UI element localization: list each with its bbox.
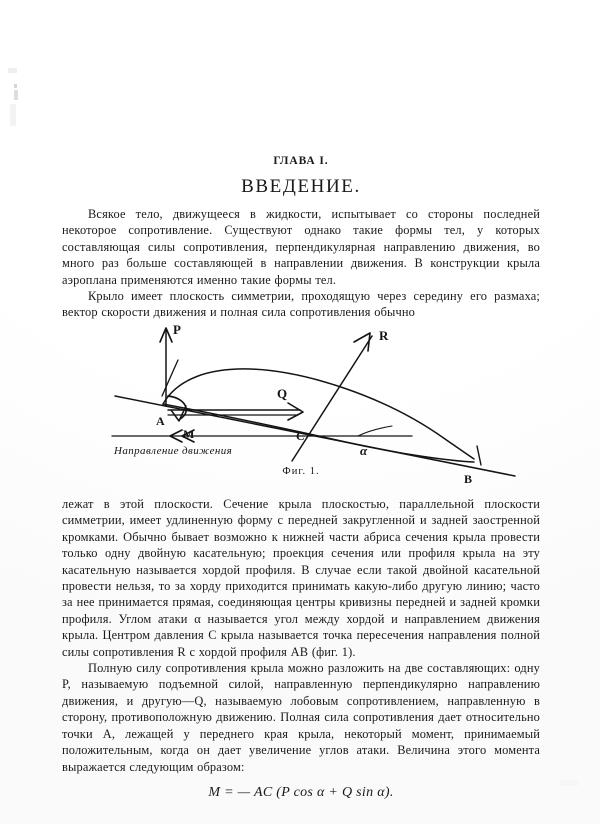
construction-tick (162, 360, 178, 396)
body-paragraph-block (62, 496, 540, 775)
intro-paragraph-block (62, 206, 540, 321)
figure-caption: Фиг. 1. (282, 466, 320, 477)
label-B: B (464, 472, 473, 486)
scan-artifact (10, 104, 16, 126)
paragraph: Полную силу сопротивления крыла можно разложить на две составляющих: одну P, называемую подъемной силой, направленную перпендикулярно направлению движения, и другую—Q, называемую лобовым сопротивлением, направленную в сторону, противоположную движению. Полная сила сопротивления дает относительно точки A, лежащей у переднего края крыла, некоторый момент, принимаемый положительным, когда он дает увеличение углов атаки. Величина этого момента выражается следующим образом: (62, 661, 540, 774)
paragraph: Крыло имеет плоскость симметрии, проходящую через середину его размаха; вектор скорости движения и полная сила сопротивления обычно (62, 289, 540, 320)
label-A: A (156, 414, 165, 428)
label-Q: Q (277, 386, 288, 401)
direction-of-motion-label: Направление движения (114, 445, 233, 457)
label-R: R (379, 328, 389, 343)
label-alpha: α (360, 443, 368, 458)
label-P: P (173, 322, 181, 337)
drag-arrowhead-Q (288, 403, 303, 420)
page-title: ВВЕДЕНИЕ. (241, 176, 361, 197)
scan-artifact (560, 780, 578, 786)
paragraph: Всякое тело, движущееся в жидкости, испытывает со стороны последней некоторое сопротивление. Существуют однако такие формы тел, у которых составляющая силы сопротивления, перпендикулярная направлению движения, во много раз больше составляющей в направлении движения. В конструкции крыла аэроплана применяются именно такие формы тел. (62, 207, 540, 287)
scan-artifact (14, 84, 17, 88)
angle-of-attack-arc (358, 426, 392, 436)
chapter-heading: ГЛАВА I. (273, 155, 329, 167)
label-M: M (183, 427, 195, 441)
trailing-edge-tick (477, 446, 481, 465)
scan-artifact (8, 68, 17, 73)
label-C: C (296, 429, 305, 443)
paragraph: лежат в этой плоскости. Сечение крыла плоскостью, параллельной плоскости симметрии, имеет удлиненную форму с передней закругленной и задней заостренной кромками. Обычно бывает возможно к нижней части абриса сечения крыла провести только одну двойную касательную; проекция сечения или профиля крыла на эту касательную называется хордой профиля. В случае если такой двойной касательной провести нельзя, то за хорду приходится принимать какую-либо другую линию; часто за нее принимается прямая, соединяющая центры кривизны передней и задней кромки профиля. Углом атаки α называется угол между хордой и направлением движения крыла. Центром давления C крыла называется точка пересечения направления полной силы сопротивления R с хордой профиля AB (фиг. 1). (62, 497, 540, 659)
moment-formula: M = — AC (P cos α + Q sin α). (208, 785, 394, 800)
scan-artifact (14, 90, 18, 100)
airfoil-figure (100, 318, 520, 488)
airfoil-diagram (100, 318, 520, 488)
